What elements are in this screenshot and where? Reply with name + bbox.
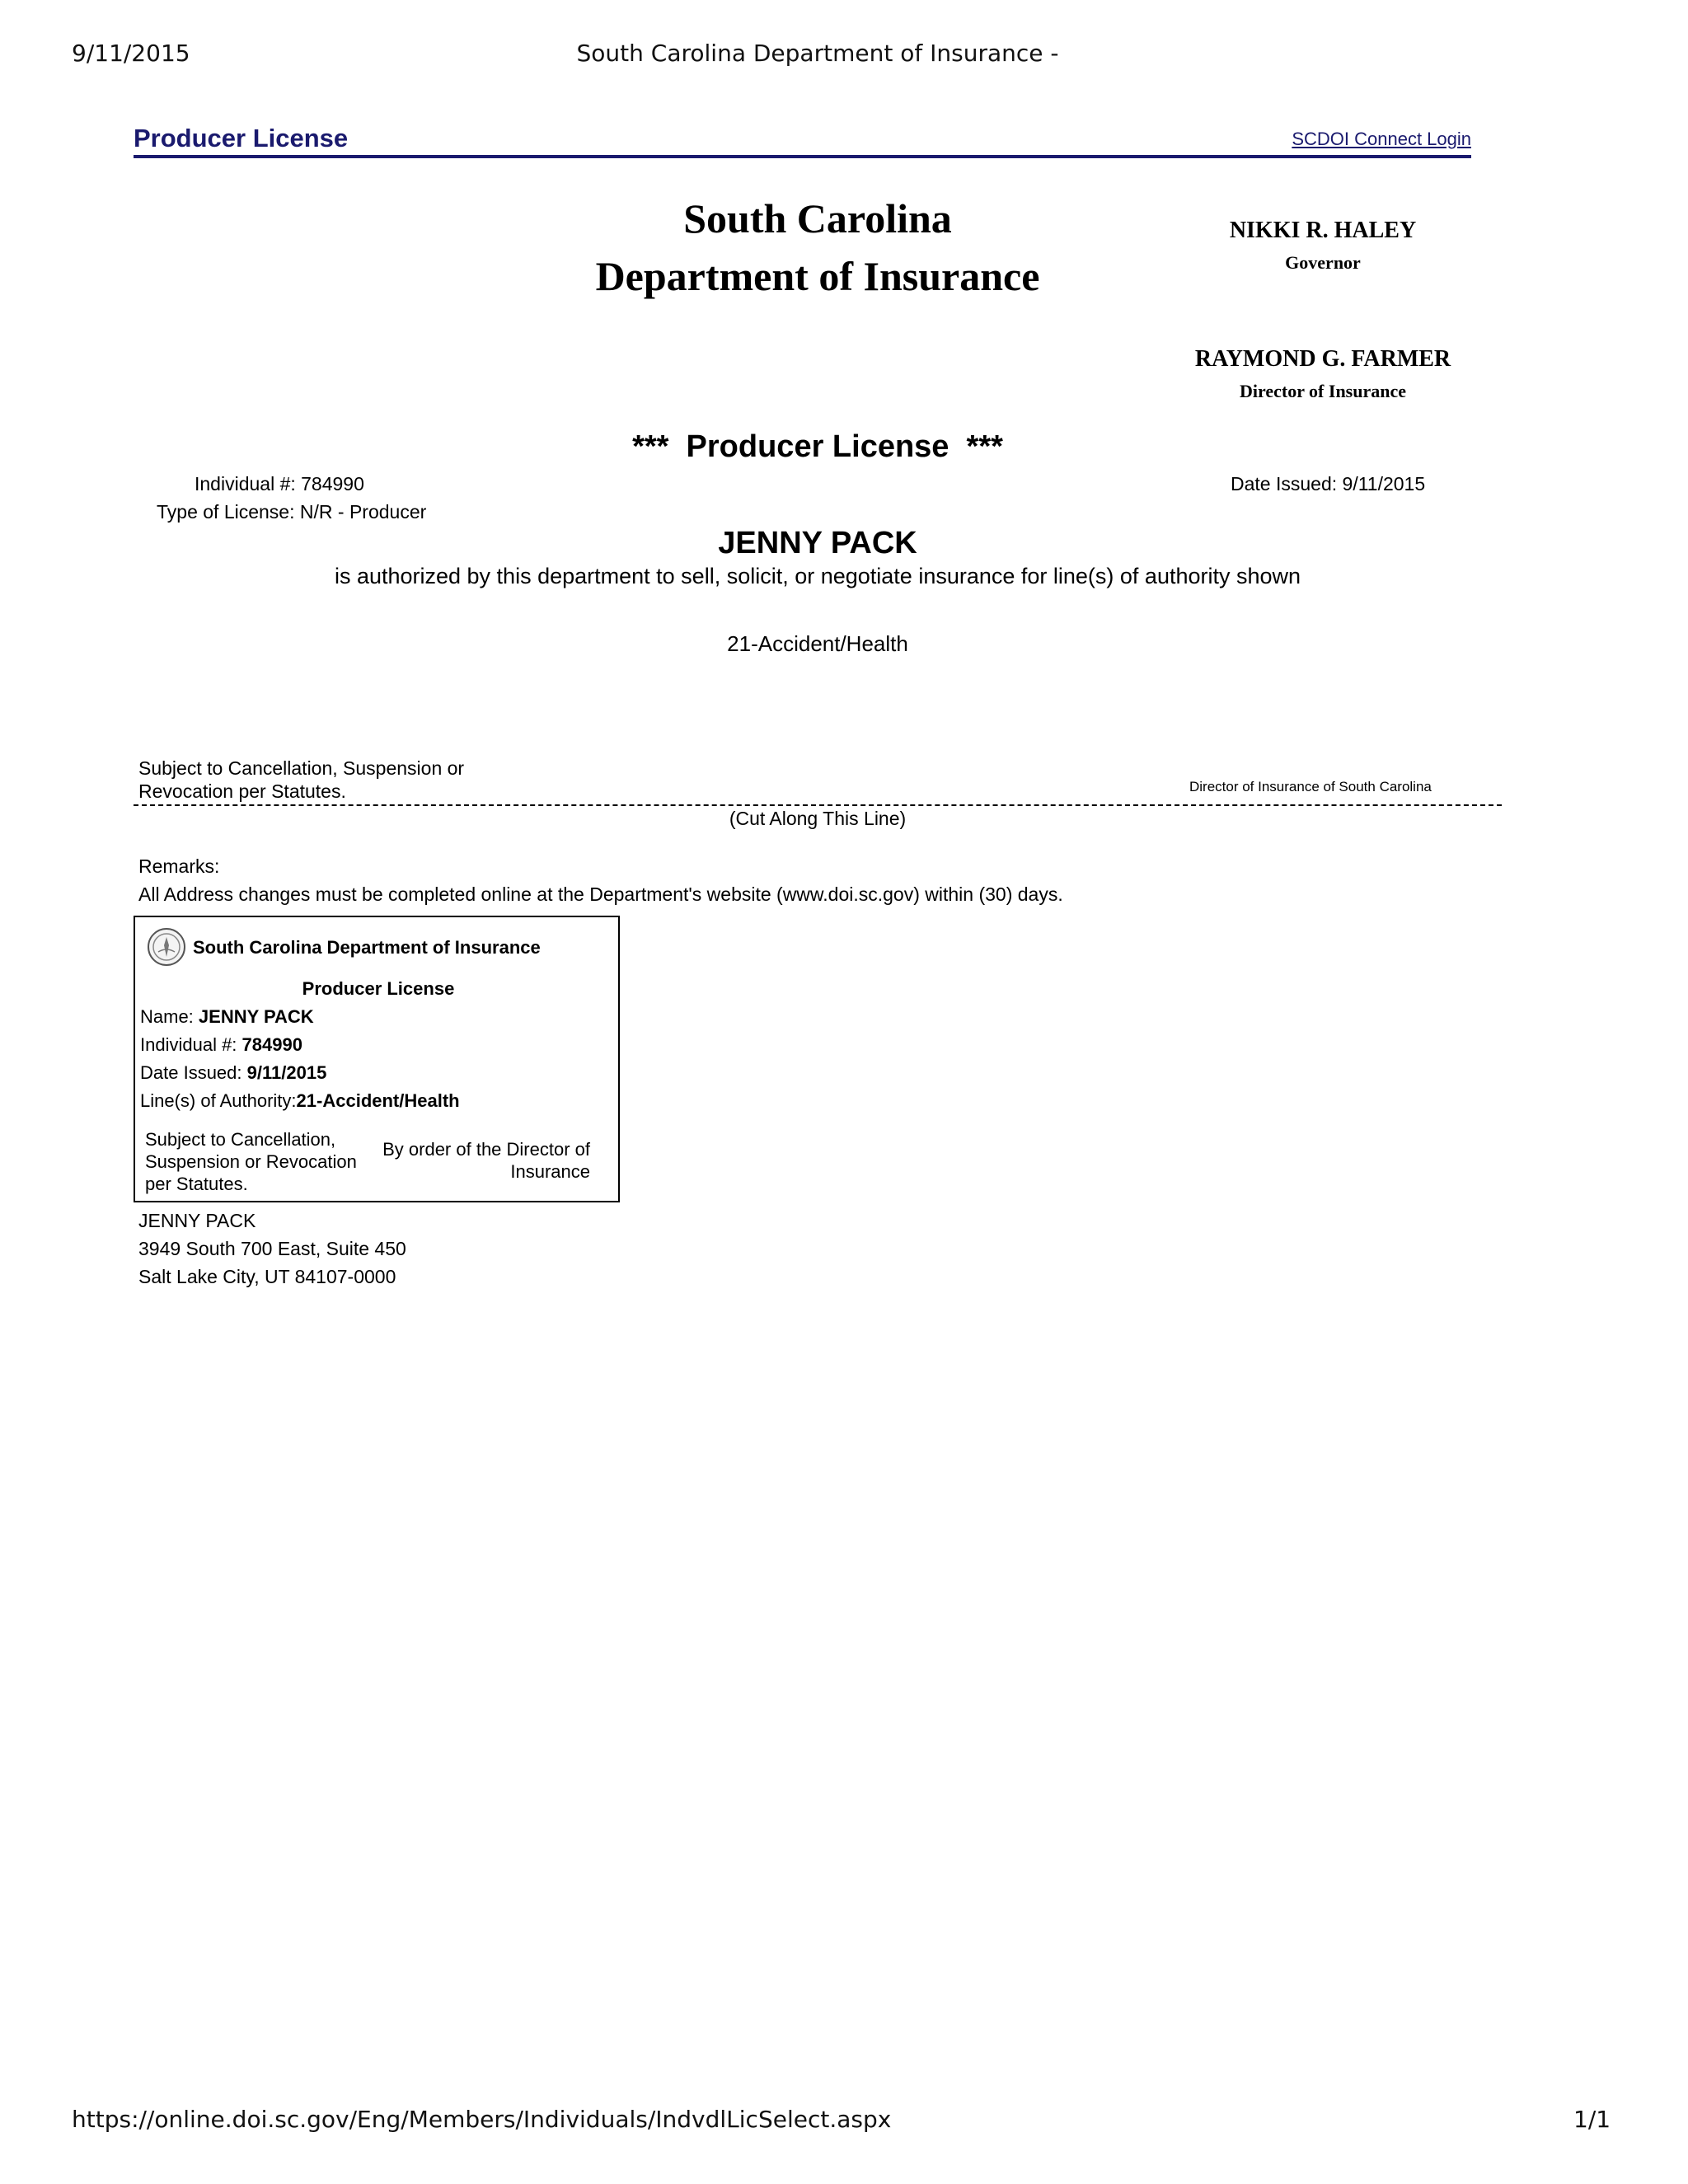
- license-type-line: [157, 501, 426, 523]
- card-name-row: [140, 1006, 314, 1028]
- card-loa-label: Line(s) of Authority:: [140, 1090, 297, 1111]
- card-loa-row: [140, 1090, 460, 1112]
- address-name: JENNY PACK: [138, 1210, 256, 1231]
- card-title: Producer License: [302, 978, 455, 999]
- cancellation-notice: Subject to Cancellation, Suspension or Revocation per Statutes.: [138, 757, 465, 802]
- print-title: South Carolina Department of Insurance -: [576, 40, 1059, 67]
- department-name-line2: Department of Insurance: [595, 253, 1040, 299]
- title-divider: [134, 155, 1471, 158]
- remarks-text: All Address changes must be completed online at the Department's website (www.doi.sc.gov) within (30) days.: [138, 883, 1063, 905]
- page-title: Producer License: [134, 124, 349, 152]
- department-name-line1: South Carolina: [683, 195, 952, 241]
- cut-line: [134, 804, 1502, 806]
- line-of-authority: 21-Accident/Health: [727, 631, 908, 656]
- date-issued-value: 9/11/2015: [1342, 473, 1426, 494]
- individual-number-line: [195, 473, 364, 495]
- license-type-label: Type of License:: [157, 501, 295, 523]
- card-individual-label: Individual #:: [140, 1034, 237, 1055]
- card-individual-row: [140, 1034, 302, 1056]
- card-date-label: Date Issued:: [140, 1062, 242, 1083]
- print-url: https://online.doi.sc.gov/Eng/Members/Individuals/IndvdlLicSelect.aspx: [72, 2106, 892, 2133]
- card-individual-value: 784990: [241, 1034, 302, 1055]
- date-issued-line: [1231, 473, 1425, 495]
- card-director-order: By order of the Director of Insurance: [382, 1139, 590, 1182]
- director-signature-label: Director of Insurance of South Carolina: [1189, 779, 1432, 794]
- print-date: 9/11/2015: [72, 40, 190, 67]
- cut-line-label: (Cut Along This Line): [729, 808, 907, 829]
- director-title: Director of Insurance: [1239, 381, 1407, 401]
- license-holder-name: JENNY PACK: [718, 526, 917, 560]
- card-date-value: 9/11/2015: [246, 1062, 327, 1083]
- state-seal-icon: [147, 927, 186, 967]
- authorization-statement: is authorized by this department to sell, solicit, or negotiate insurance for line(s) of authority shown: [334, 564, 1301, 588]
- governor-name: NIKKI R. HALEY: [1229, 218, 1417, 243]
- scdoi-connect-login-link[interactable]: SCDOI Connect Login: [1292, 129, 1471, 149]
- card-name-value: JENNY PACK: [198, 1006, 314, 1027]
- address-city: Salt Lake City, UT 84107-0000: [138, 1266, 396, 1287]
- card-date-row: [140, 1062, 326, 1084]
- director-name: RAYMOND G. FARMER: [1194, 346, 1451, 372]
- individual-label: Individual #:: [195, 473, 296, 494]
- pocket-license-card: [134, 916, 620, 1202]
- card-name-label: Name:: [140, 1006, 194, 1027]
- address-street: 3949 South 700 East, Suite 450: [138, 1238, 406, 1259]
- card-loa-value: 21-Accident/Health: [296, 1090, 460, 1111]
- license-heading: *** Producer License ***: [632, 429, 1003, 464]
- card-department: South Carolina Department of Insurance: [193, 937, 541, 958]
- governor-title: Governor: [1285, 252, 1361, 273]
- license-type-value: N/R - Producer: [299, 501, 427, 523]
- remarks-label: Remarks:: [138, 855, 220, 877]
- print-page-number: 1/1: [1573, 2106, 1611, 2133]
- individual-number: 784990: [301, 473, 364, 494]
- card-cancellation-notice: Subject to Cancellation, Suspension or Revocation per Statutes.: [145, 1129, 357, 1194]
- date-issued-label: Date Issued:: [1231, 473, 1338, 494]
